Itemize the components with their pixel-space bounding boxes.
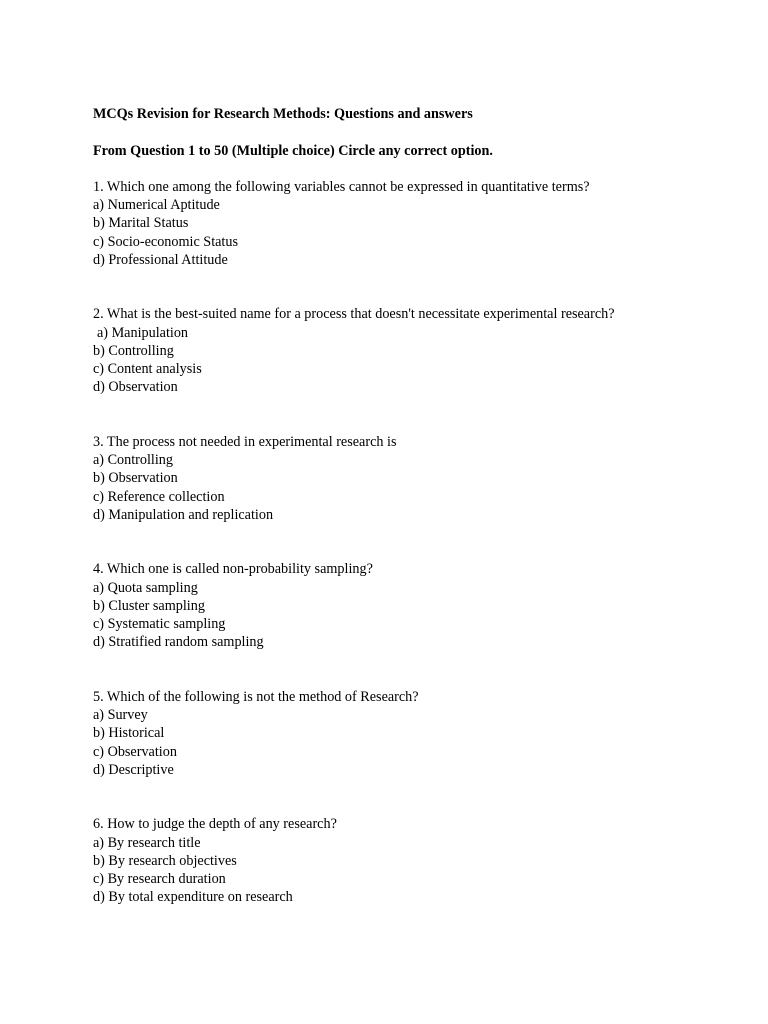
option-d: d) Professional Attitude <box>93 251 228 268</box>
option-a: a) By research title <box>93 834 201 851</box>
question-stem: 2. What is the best-suited name for a process that doesn't necessitate experimental research? <box>93 306 615 323</box>
option-c: c) Systematic sampling <box>93 616 226 633</box>
question-2 <box>93 305 733 396</box>
option-a: a) Quota sampling <box>93 579 198 596</box>
question-stem: 4. Which one is called non-probability sampling? <box>93 561 373 578</box>
option-c: c) Content analysis <box>93 361 202 378</box>
option-d: d) Stratified random sampling <box>93 634 264 651</box>
question-5 <box>93 688 733 779</box>
question-stem: 5. Which of the following is not the method of Research? <box>93 688 419 705</box>
option-c: c) Observation <box>93 743 177 760</box>
option-a: a) Manipulation <box>97 324 189 341</box>
question-1 <box>93 178 733 269</box>
question-stem: 6. How to judge the depth of any research? <box>93 816 337 833</box>
option-b: b) By research objectives <box>93 852 237 869</box>
document-page <box>93 105 733 943</box>
option-c: c) Reference collection <box>93 488 225 505</box>
question-stem: 3. The process not needed in experimental research is <box>93 433 397 450</box>
option-a: a) Numerical Aptitude <box>93 197 220 214</box>
option-b: b) Observation <box>93 470 178 487</box>
option-b: b) Cluster sampling <box>93 597 205 614</box>
option-d: d) Observation <box>93 379 178 396</box>
question-stem: 1. Which one among the following variables cannot be expressed in quantitative terms? <box>93 178 590 195</box>
option-a: a) Survey <box>93 707 148 724</box>
option-b: b) Historical <box>93 725 165 742</box>
option-b: b) Marital Status <box>93 215 189 232</box>
question-6 <box>93 815 733 906</box>
option-d: d) Descriptive <box>93 761 174 778</box>
question-3 <box>93 433 733 524</box>
option-c: c) By research duration <box>93 871 226 888</box>
option-b: b) Controlling <box>93 342 174 359</box>
option-c: c) Socio-economic Status <box>93 233 238 250</box>
option-d: d) By total expenditure on research <box>93 889 293 906</box>
option-a: a) Controlling <box>93 452 173 469</box>
instruction-text: From Question 1 to 50 (Multiple choice) Circle any correct option. <box>93 142 493 159</box>
question-4 <box>93 560 733 651</box>
option-d: d) Manipulation and replication <box>93 506 274 523</box>
document-title: MCQs Revision for Research Methods: Questions and answers <box>93 106 473 122</box>
